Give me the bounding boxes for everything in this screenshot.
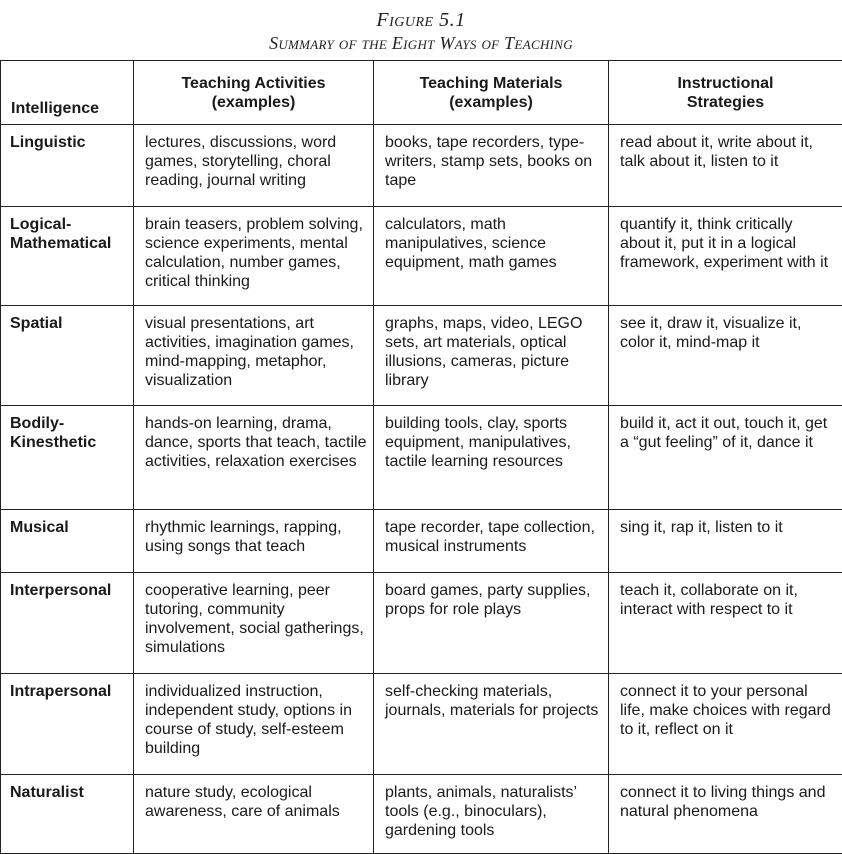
strategies-cell: teach it, collaborate on it, interact with respect to it xyxy=(609,573,842,674)
table-row-musical xyxy=(1,510,842,573)
header-materials-line2: (examples) xyxy=(374,93,608,112)
activities-cell: brain teasers, problem solving, science experiments, mental calculation, number games, critical thinking xyxy=(134,207,374,306)
materials-cell: tape recorder, tape collection, musical instruments xyxy=(374,510,609,573)
intelligence-cell: Linguistic xyxy=(1,125,134,207)
activities-cell: visual presentations, art activities, imagination games, mind-mapping, metaphor, visualization xyxy=(134,306,374,406)
materials-cell: graphs, maps, video, LEGO sets, art materials, optical illusions, cameras, picture library xyxy=(374,306,609,406)
header-activities-line1: Teaching Activities xyxy=(134,74,373,93)
header-instructional-strategies xyxy=(609,61,842,125)
activities-cell: lectures, discussions, word games, storytelling, choral reading, journal writing xyxy=(134,125,374,207)
strategies-cell: sing it, rap it, listen to it xyxy=(609,510,842,573)
activities-cell: rhythmic learnings, rapping, using songs that teach xyxy=(134,510,374,573)
table-row-logical-mathematical xyxy=(1,207,842,306)
summary-table xyxy=(0,60,842,854)
table-row-intrapersonal xyxy=(1,674,842,775)
materials-cell: calculators, math manipulatives, science equipment, math games xyxy=(374,207,609,306)
activities-cell: hands-on learning, drama, dance, sports that teach, tactile activities, relaxation exercises xyxy=(134,406,374,510)
activities-cell: nature study, ecological awareness, care of animals xyxy=(134,775,374,854)
intelligence-cell: Bodily-Kinesthetic xyxy=(1,406,134,510)
intelligence-cell: Intrapersonal xyxy=(1,674,134,775)
materials-cell: books, tape recorders, type-writers, stamp sets, books on tape xyxy=(374,125,609,207)
strategies-cell: connect it to living things and natural phenomena xyxy=(609,775,842,854)
intelligence-cell: Naturalist xyxy=(1,775,134,854)
table-row-interpersonal xyxy=(1,573,842,674)
table-row-bodily-kinesthetic xyxy=(1,406,842,510)
materials-cell: building tools, clay, sports equipment, manipulatives, tactile learning resources xyxy=(374,406,609,510)
materials-cell: board games, party supplies, props for role plays xyxy=(374,573,609,674)
table-row-linguistic xyxy=(1,125,842,207)
strategies-cell: quantify it, think critically about it, put it in a logical framework, experiment with it xyxy=(609,207,842,306)
header-strategies-line1: Instructional xyxy=(609,74,842,93)
header-teaching-activities xyxy=(134,61,374,125)
activities-cell: individualized instruction, independent study, options in course of study, self-esteem building xyxy=(134,674,374,775)
header-strategies-line2: Strategies xyxy=(609,93,842,112)
intelligence-cell: Musical xyxy=(1,510,134,573)
intelligence-cell: Spatial xyxy=(1,306,134,406)
strategies-cell: build it, act it out, touch it, get a “gut feeling” of it, dance it xyxy=(609,406,842,510)
strategies-cell: read about it, write about it, talk about it, listen to it xyxy=(609,125,842,207)
table-header-row xyxy=(1,61,842,125)
header-activities-line2: (examples) xyxy=(134,93,373,112)
header-materials-line1: Teaching Materials xyxy=(374,74,608,93)
materials-cell: self-checking materials, journals, materials for projects xyxy=(374,674,609,775)
header-intelligence: Intelligence xyxy=(1,61,134,125)
summary-table-container xyxy=(0,60,842,854)
activities-cell: cooperative learning, peer tutoring, community involvement, social gatherings, simulations xyxy=(134,573,374,674)
table-row-spatial xyxy=(1,306,842,406)
header-teaching-materials xyxy=(374,61,609,125)
strategies-cell: connect it to your personal life, make choices with regard to it, reflect on it xyxy=(609,674,842,775)
table-row-naturalist xyxy=(1,775,842,854)
figure-title: Summary of the Eight Ways of Teaching xyxy=(0,33,842,54)
intelligence-cell: Logical-Mathematical xyxy=(1,207,134,306)
figure-label: Figure 5.1 xyxy=(0,9,842,32)
materials-cell: plants, animals, naturalists’ tools (e.g., binoculars), gardening tools xyxy=(374,775,609,854)
intelligence-cell: Interpersonal xyxy=(1,573,134,674)
strategies-cell: see it, draw it, visualize it, color it, mind-map it xyxy=(609,306,842,406)
